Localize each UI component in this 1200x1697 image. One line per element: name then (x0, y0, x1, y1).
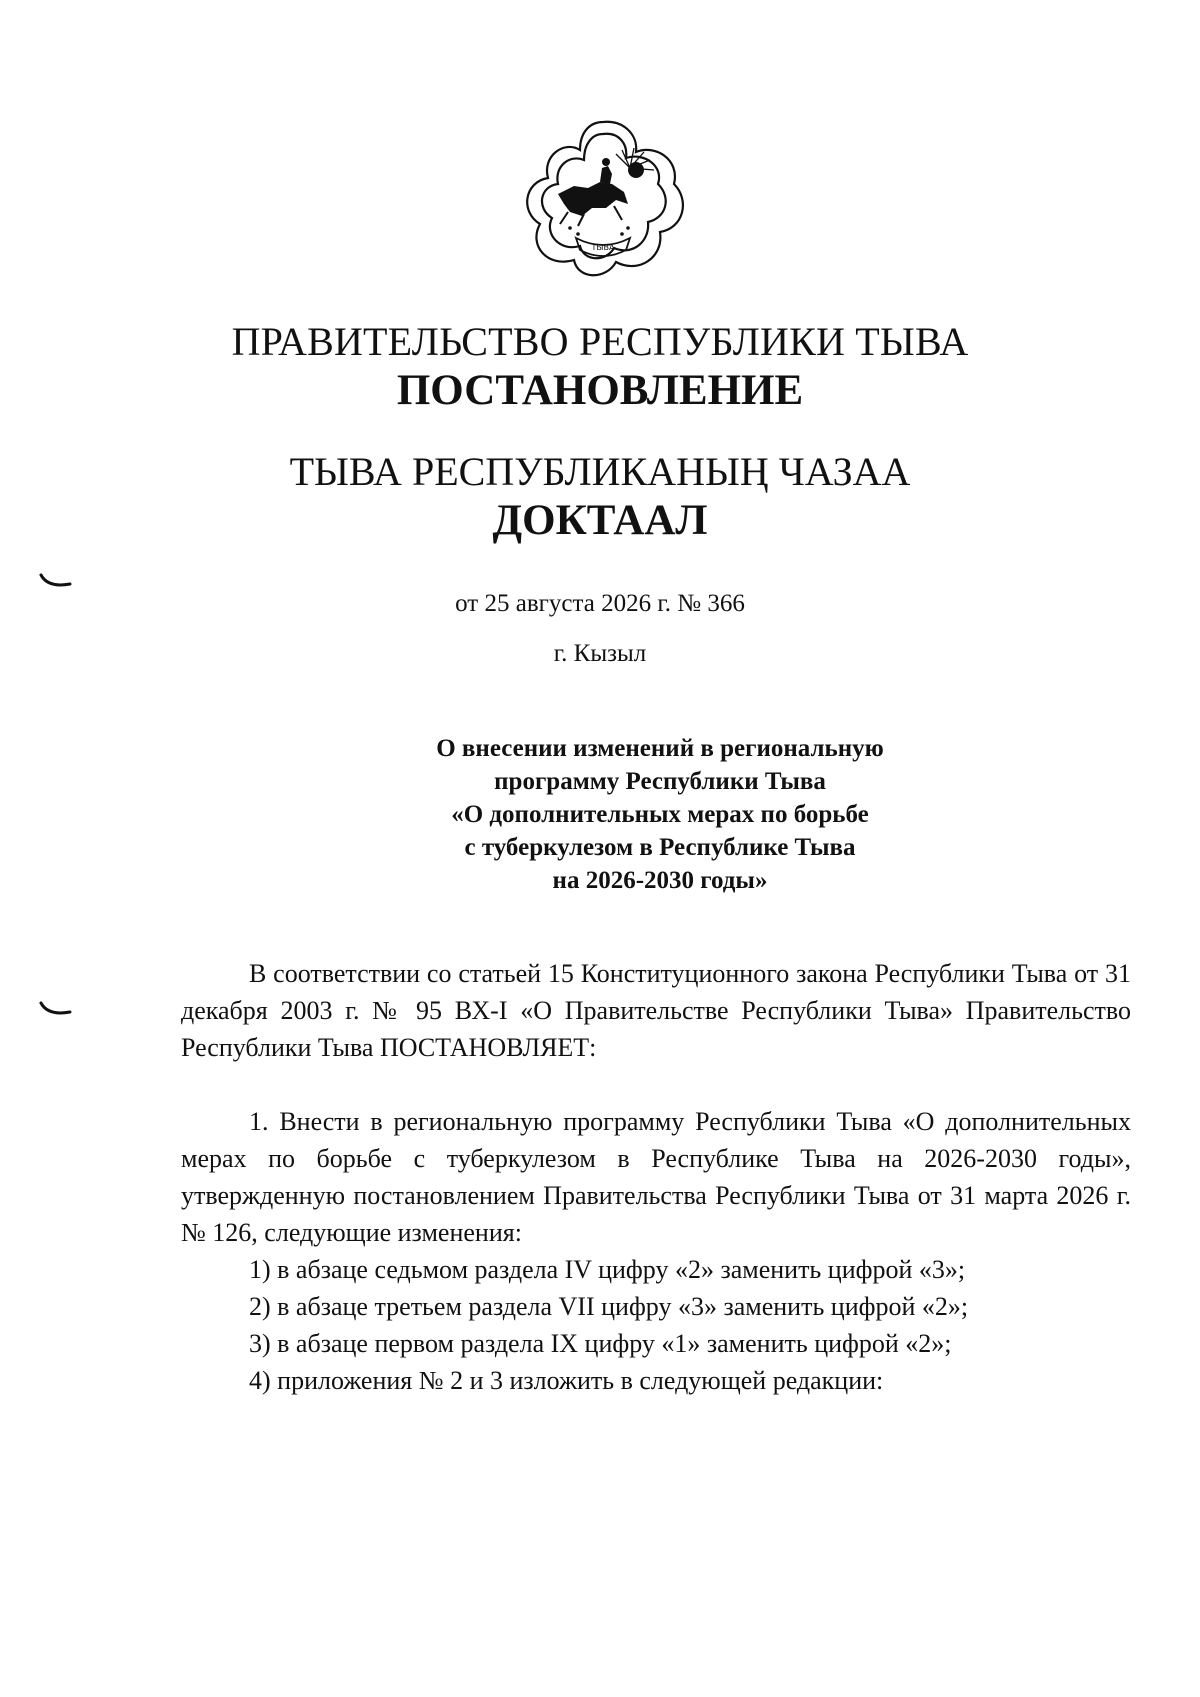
title-line: программу Республики Тыва (494, 768, 826, 795)
decree-title (400, 732, 920, 897)
government-name-tv: ТЫВА РЕСПУБЛИКАНЫҢ ЧАЗАА (289, 449, 911, 494)
list-item: 4) приложения № 2 и 3 изложить в следующей редакции: (249, 1366, 884, 1395)
title-line: О внесении изменений в региональную (436, 735, 884, 762)
margin-mark (38, 1000, 74, 1022)
intro-paragraph: В соответствии со статьей 15 Конституционного закона Республики Тыва от 31 декабря 2003 г. № 95 ВХ-I «О Правительстве Республики Тыва» Правительство Республики Тыва ПОСТАНОВЛЯЕТ: (181, 959, 1131, 1062)
amendments-list (249, 1251, 1149, 1399)
decree-type-tv: ДОКТААЛ (492, 497, 708, 544)
emblem-inscription: ТЫВА (591, 243, 615, 252)
margin-mark (38, 572, 74, 594)
decree-type-ru: ПОСТАНОВЛЕНИЕ (396, 367, 804, 414)
government-name-ru: ПРАВИТЕЛЬСТВО РЕСПУБЛИКИ ТЫВА (231, 319, 969, 364)
decree-date-number: от 25 августа 2026 г. № 366 (455, 590, 745, 617)
list-item: 2) в абзаце третьем раздела VII цифру «3» заменить цифрой «2»; (249, 1292, 969, 1321)
tuva-coat-of-arms-icon (518, 112, 688, 282)
item-1-paragraph: 1. Внести в региональную программу Республики Тыва «О дополнительных мерах по борьбе с туберкулезом в Республике Тыва на 2026-2030 годы», утвержденную постановлением Правительства Республики Тыва от 31 марта 2026 г. № 126, следующие изменения: (181, 1107, 1131, 1247)
list-item: 1) в абзаце седьмом раздела IV цифру «2» заменить цифрой «3»; (249, 1255, 966, 1284)
decree-city: г. Кызыл (553, 640, 647, 667)
title-line: с туберкулезом в Республике Тыва (464, 834, 856, 861)
title-line: «О дополнительных мерах по борьбе (451, 801, 869, 828)
title-line: на 2026-2030 годы» (552, 867, 768, 894)
list-item: 3) в абзаце первом раздела IX цифру «1» заменить цифрой «2»; (249, 1329, 952, 1358)
